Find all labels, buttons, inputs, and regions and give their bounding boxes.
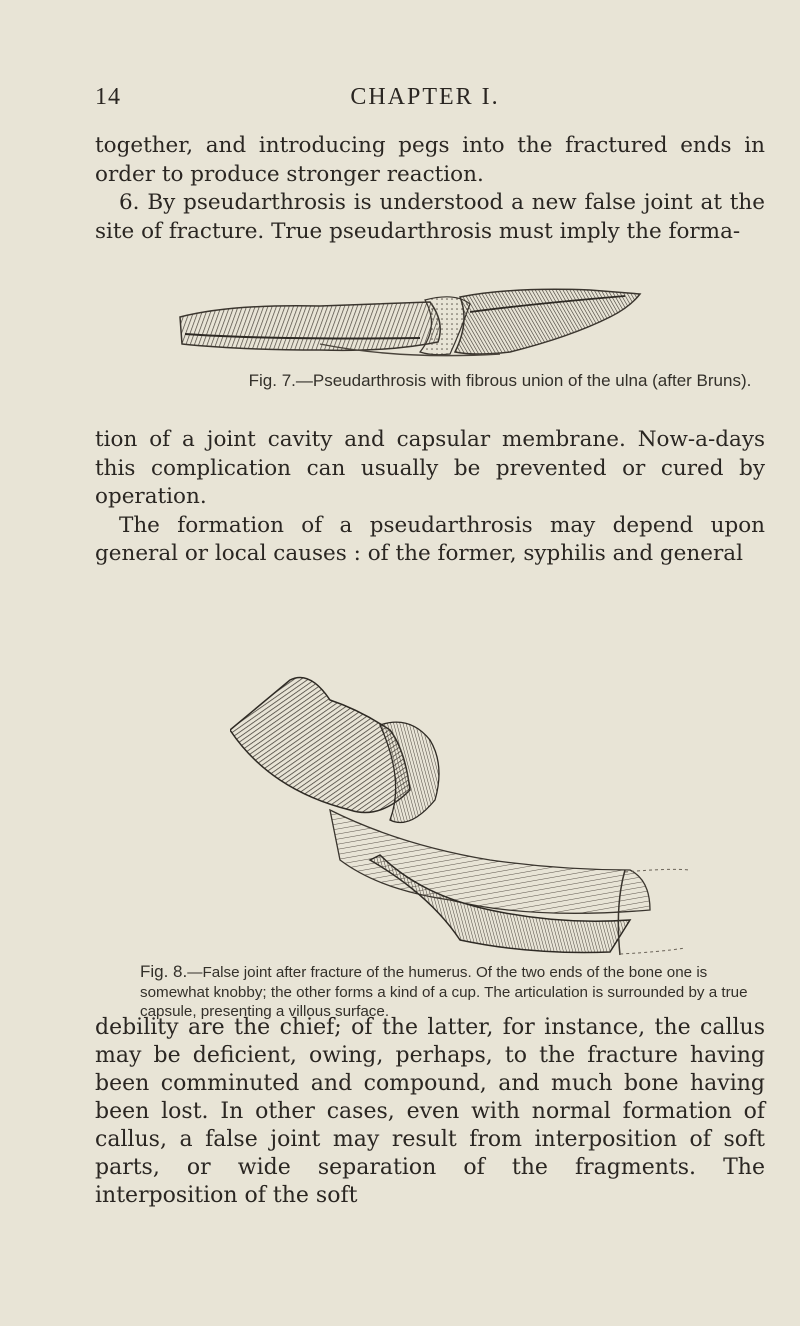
figure-8-caption [140,962,775,1022]
paragraph: The formation of a pseudarthrosis may depend upon general or local causes : of the former, syphilis and general [95,512,765,566]
figure-7-illustration [170,282,650,362]
figure-label: Fig. 7. [248,371,296,390]
page-number: 14 [95,84,121,110]
paragraph: 6. By pseudarthrosis is understood a new false joint at the site of fracture. True pseudarthrosis must imply the forma- [95,190,765,244]
figure-8-illustration [230,670,710,960]
body-text-top [95,132,765,246]
chapter-title: CHAPTER I. [350,84,500,110]
body-text-middle [95,426,765,569]
paragraph: tion of a joint cavity and capsular membrane. Now-a-days this complication can usually be prevented or cured by operation. [95,427,765,509]
figure-7-caption [235,370,765,391]
paragraph: together, and introducing pegs into the fractured ends in order to produce stronger reaction. [95,133,765,187]
humerus-false-joint-drawing [230,670,710,960]
ulna-pseudarthrosis-drawing [170,282,650,362]
running-header [95,84,755,114]
body-text-bottom [95,1014,765,1210]
caption-text: —False joint after fracture of the humerus. Of the two ends of the bone one is somewhat knobby; the other forms a kind of a cup. The articulation is surrounded by a true capsule, presenting a villous surface. [140,964,748,1020]
paragraph: debility are the chief; of the latter, for instance, the callus may be deficient, owing, perhaps, to the fracture having been comminuted and compound, and much bone having been lost. In other cases, even with normal formation of callus, a false joint may result from interposition of soft parts, or wide separation of the fragments. The interposition of the soft [95,1015,765,1208]
figure-label: Fig. 8. [140,962,188,981]
caption-text: —Pseudarthrosis with fibrous union of the ulna (after Bruns). [295,371,752,390]
